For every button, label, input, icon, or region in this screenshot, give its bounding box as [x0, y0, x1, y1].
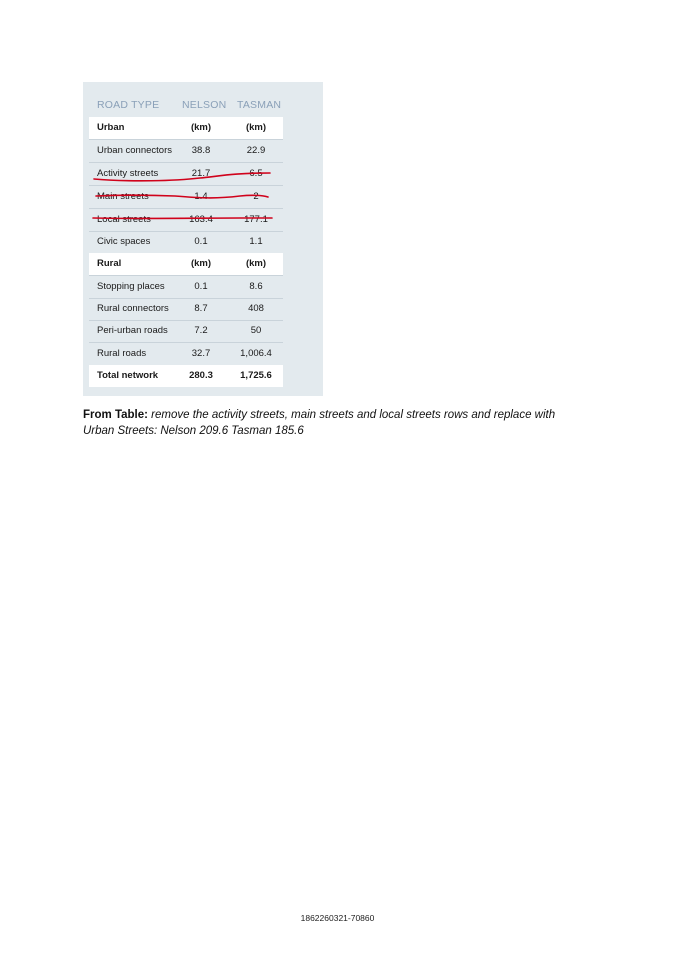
row-label: Rural roads — [97, 348, 147, 359]
row-nelson: 7.2 — [194, 325, 208, 336]
table-row — [89, 140, 283, 163]
row-label: Total network — [97, 370, 159, 381]
row-nelson: 32.7 — [191, 348, 211, 359]
table-row-total — [89, 365, 283, 387]
row-tasman: 8.6 — [249, 281, 263, 292]
row-label: Rural — [97, 258, 122, 269]
table-row — [89, 186, 283, 209]
note-label: From Table: — [83, 409, 148, 421]
row-tasman: 22.9 — [246, 145, 266, 156]
row-tasman: 1,725.6 — [240, 370, 272, 381]
row-nelson: (km) — [190, 258, 212, 269]
table-row — [89, 231, 283, 254]
row-nelson: 163.4 — [189, 214, 213, 225]
row-label: Rural connectors — [97, 303, 169, 314]
row-tasman: (km) — [245, 122, 267, 133]
table-row-urban-heading — [89, 117, 283, 140]
row-nelson: 1.4 — [194, 191, 208, 202]
row-tasman: 6.5 — [249, 168, 263, 179]
row-tasman: (km) — [245, 258, 267, 269]
header-nelson: NELSON — [182, 99, 227, 111]
row-label: Stopping places — [97, 281, 165, 292]
row-label: Local streets — [97, 214, 151, 225]
row-nelson: (km) — [190, 122, 212, 133]
note-line2: Urban Streets: Nelson 209.6 Tasman 185.6 — [83, 425, 304, 437]
row-tasman: 408 — [248, 303, 264, 314]
row-tasman: 2 — [253, 191, 259, 202]
table-row — [89, 343, 283, 366]
document-id-footer: 1862260321-70860 — [300, 913, 375, 923]
row-tasman: 1,006.4 — [240, 348, 272, 359]
table-row-rural-heading — [89, 253, 283, 276]
row-label: Civic spaces — [97, 236, 151, 247]
table-row — [89, 320, 283, 343]
row-nelson: 0.1 — [194, 236, 208, 247]
header-road-type: ROAD TYPE — [97, 99, 160, 111]
row-nelson: 21.7 — [191, 168, 211, 179]
row-label: Urban connectors — [97, 145, 172, 156]
edit-instruction-note — [83, 407, 603, 439]
table-row — [89, 163, 283, 186]
row-label: Urban — [97, 122, 125, 133]
row-nelson: 38.8 — [191, 145, 211, 156]
header-tasman: TASMAN — [237, 99, 282, 111]
note-line1: remove the activity streets, main streets and local streets rows and replace with — [151, 409, 556, 421]
row-nelson: 8.7 — [194, 303, 208, 314]
row-tasman: 50 — [250, 325, 262, 336]
row-label: Main streets — [97, 191, 149, 202]
table-row — [89, 209, 283, 232]
row-tasman: 1.1 — [249, 236, 263, 247]
row-nelson: 280.3 — [189, 370, 213, 381]
table-row — [89, 276, 283, 299]
table-row — [89, 298, 283, 321]
row-nelson: 0.1 — [194, 281, 208, 292]
row-label: Peri-urban roads — [97, 325, 168, 336]
row-label: Activity streets — [97, 168, 159, 179]
row-tasman: 177.1 — [244, 214, 268, 225]
